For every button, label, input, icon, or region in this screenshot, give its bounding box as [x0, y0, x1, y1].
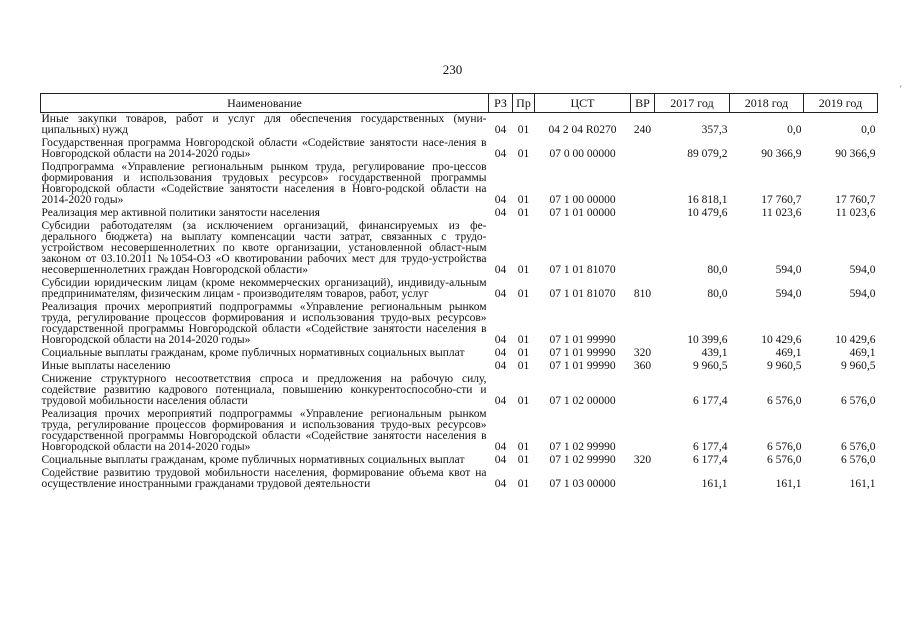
- row-cst: 07 1 00 00000: [549, 194, 616, 206]
- row-2018: 10 429,6: [761, 334, 802, 346]
- table-row: [41, 301, 878, 347]
- row-2017: 10 479,6: [687, 207, 728, 219]
- row-2018: 161,1: [775, 478, 802, 490]
- table-row: [41, 113, 878, 138]
- table-row: [41, 207, 878, 220]
- row-2017: 16 818,1: [687, 194, 728, 206]
- row-2018: 17 760,7: [761, 194, 802, 206]
- row-name: Подпрограмма «Управление региональным рынком труда, регулирование про-цессов формирования и использования трудовых ресурсов» государственной программы Новгородской области «Содействие занятости населения в Новго-родской области на 2014-2020 годы»: [41, 161, 487, 206]
- table-header-row: [41, 94, 878, 113]
- row-cst: 07 1 01 00000: [549, 207, 616, 219]
- row-2019: 9 960,5: [841, 360, 876, 372]
- row-rz: 04: [494, 264, 507, 276]
- row-name: Социальные выплаты гражданам, кроме публичных нормативных социальных выплат: [41, 454, 465, 466]
- header-name: Наименование: [41, 94, 489, 113]
- row-vr: 320: [633, 454, 652, 466]
- row-pr: 01: [517, 124, 530, 136]
- row-cst: 07 1 02 99990: [549, 454, 616, 466]
- row-vr: [631, 467, 655, 491]
- row-vr: [631, 161, 655, 207]
- header-pr: Пр: [513, 94, 535, 113]
- row-cst: 07 1 03 00000: [549, 478, 616, 490]
- row-2018: 594,0: [775, 264, 802, 276]
- header-vr: ВР: [631, 94, 655, 113]
- row-rz: 04: [494, 124, 507, 136]
- row-name: Иные выплаты населению: [41, 360, 171, 372]
- header-2017: 2017 год: [655, 94, 730, 113]
- table-row: [41, 347, 878, 360]
- row-rz: 04: [494, 207, 507, 219]
- row-name: Реализация прочих мероприятий подпрограммы «Управление региональным рынком труда, регулирование процессов формирования и использования трудо-вых ресурсов» государственной программы Новгородской области «Содействие занятости населения в Новгородской области на 2014-2020 годы»: [41, 408, 487, 453]
- row-rz: 04: [494, 194, 507, 206]
- table-row: [41, 220, 878, 277]
- row-name: Социальные выплаты гражданам, кроме публичных нормативных социальных выплат: [41, 347, 465, 359]
- margin-mark: ': [900, 84, 902, 94]
- table-row: [41, 454, 878, 467]
- row-2019: 6 576,0: [841, 395, 876, 407]
- row-2019: 469,1: [849, 347, 876, 359]
- row-pr: 01: [517, 454, 530, 466]
- row-vr: [631, 220, 655, 277]
- row-cst: 07 1 01 99990: [549, 334, 616, 346]
- row-name: Снижение структурного несоответствия спроса и предложения на рабочую силу, содействие развитию кадрового потенциала, повышению конкурентоспособно-сти и трудовой мобильности населения области: [41, 373, 487, 407]
- row-rz: 04: [494, 454, 507, 466]
- row-pr: 01: [517, 288, 530, 300]
- row-name: Государственная программа Новгородской области «Содействие занятости насе-ления в Новгородской области на 2014-2020 годы»: [41, 137, 487, 160]
- row-pr: 01: [517, 347, 530, 359]
- row-2019: 0,0: [861, 124, 876, 136]
- row-pr: 01: [517, 478, 530, 490]
- row-rz: 04: [494, 334, 507, 346]
- row-pr: 01: [517, 148, 530, 160]
- row-2018: 6 576,0: [767, 454, 802, 466]
- row-pr: 01: [517, 441, 530, 453]
- row-vr: 240: [633, 124, 652, 136]
- row-name: Содействие развитию трудовой мобильности населения, формирование объема квот на осуществление иностранными гражданами трудовой деятельности: [41, 467, 487, 490]
- row-vr: 320: [633, 347, 652, 359]
- row-2019: 594,0: [849, 288, 876, 300]
- row-2019: 594,0: [849, 264, 876, 276]
- header-cst: ЦСТ: [535, 94, 631, 113]
- row-2017: 9 960,5: [693, 360, 728, 372]
- row-name: Реализация мер активной политики занятости населения: [41, 207, 320, 219]
- row-2018: 0,0: [787, 124, 802, 136]
- row-2018: 11 023,6: [761, 207, 802, 219]
- row-vr: [631, 373, 655, 408]
- row-vr: [631, 137, 655, 161]
- row-2019: 6 576,0: [841, 454, 876, 466]
- row-pr: 01: [517, 194, 530, 206]
- page-number: 230: [442, 62, 463, 77]
- row-2018: 90 366,9: [761, 148, 802, 160]
- row-vr: [631, 408, 655, 454]
- row-rz: 04: [494, 148, 507, 160]
- row-2018: 9 960,5: [767, 360, 802, 372]
- row-2019: 11 023,6: [835, 207, 876, 219]
- table-row: [41, 277, 878, 301]
- row-2017: 357,3: [701, 124, 728, 136]
- row-2018: 469,1: [775, 347, 802, 359]
- row-name: Реализация прочих мероприятий подпрограммы «Управление региональным рынком труда, регулирование процессов формирования и использования трудо-вых ресурсов» государственной программы Новгородской области «Содействие занятости населения в Новгородской области на 2014-2020 годы»: [41, 301, 487, 346]
- row-2017: 439,1: [701, 347, 728, 359]
- row-rz: 04: [494, 360, 507, 372]
- row-2017: 6 177,4: [693, 441, 728, 453]
- row-cst: 07 1 01 81070: [549, 264, 616, 276]
- row-name: Субсидии юридическим лицам (кроме некоммерческих организаций), индивиду-альным предпринимателям, физическим лицам - производителям товаров, работ, услуг: [41, 277, 487, 300]
- row-cst: 07 1 01 99990: [549, 360, 616, 372]
- header-rz: РЗ: [489, 94, 513, 113]
- row-pr: 01: [517, 264, 530, 276]
- row-cst: 07 1 01 99990: [549, 347, 616, 359]
- row-vr: 360: [633, 360, 652, 372]
- row-2019: 90 366,9: [835, 148, 876, 160]
- row-cst: 07 1 02 00000: [549, 395, 616, 407]
- row-2017: 80,0: [707, 264, 728, 276]
- row-2019: 10 429,6: [835, 334, 876, 346]
- row-pr: 01: [517, 207, 530, 219]
- row-vr: [631, 207, 655, 220]
- table-row: [41, 408, 878, 454]
- table-row: [41, 161, 878, 207]
- row-2019: 6 576,0: [841, 441, 876, 453]
- row-name: Иные закупки товаров, работ и услуг для обеспечения государственных (муни-ципальных) нужд: [41, 113, 487, 136]
- row-2017: 80,0: [707, 288, 728, 300]
- row-cst: 07 0 00 00000: [549, 148, 616, 160]
- row-2017: 6 177,4: [693, 395, 728, 407]
- row-2017: 89 079,2: [687, 148, 728, 160]
- row-2017: 161,1: [701, 478, 728, 490]
- row-2018: 6 576,0: [767, 395, 802, 407]
- row-rz: 04: [494, 347, 507, 359]
- row-2017: 6 177,4: [693, 454, 728, 466]
- row-cst: 07 1 01 81070: [549, 288, 616, 300]
- table-row: [41, 373, 878, 408]
- row-name: Субсидии работодателям (за исключением организаций, финансируемых из фе-дерального бюджета) на выплату компенсации части затрат, связанных с трудо-устройством несовершеннолетних по квоте организации, установленной област-ным законом от 03.10.2011 №1054-ОЗ «О квотировании рабочих мест для трудо-устройства несовершеннолетних граждан Новгородской области»: [41, 220, 487, 276]
- table-row: [41, 137, 878, 161]
- row-rz: 04: [494, 441, 507, 453]
- row-rz: 04: [494, 395, 507, 407]
- header-2019: 2019 год: [804, 94, 878, 113]
- row-2019: 17 760,7: [835, 194, 876, 206]
- row-pr: 01: [517, 395, 530, 407]
- row-2017: 10 399,6: [687, 334, 728, 346]
- row-2018: 594,0: [775, 288, 802, 300]
- row-rz: 04: [494, 288, 507, 300]
- row-pr: 01: [517, 334, 530, 346]
- row-2019: 161,1: [849, 478, 876, 490]
- row-2018: 6 576,0: [767, 441, 802, 453]
- table-row: [41, 360, 878, 373]
- budget-table: [40, 93, 878, 491]
- row-vr: 810: [633, 288, 652, 300]
- table-row: [41, 467, 878, 491]
- row-pr: 01: [517, 360, 530, 372]
- row-cst: 04 2 04 R0270: [548, 124, 617, 136]
- row-rz: 04: [494, 478, 507, 490]
- header-2018: 2018 год: [730, 94, 804, 113]
- row-cst: 07 1 02 99990: [549, 441, 616, 453]
- row-vr: [631, 301, 655, 347]
